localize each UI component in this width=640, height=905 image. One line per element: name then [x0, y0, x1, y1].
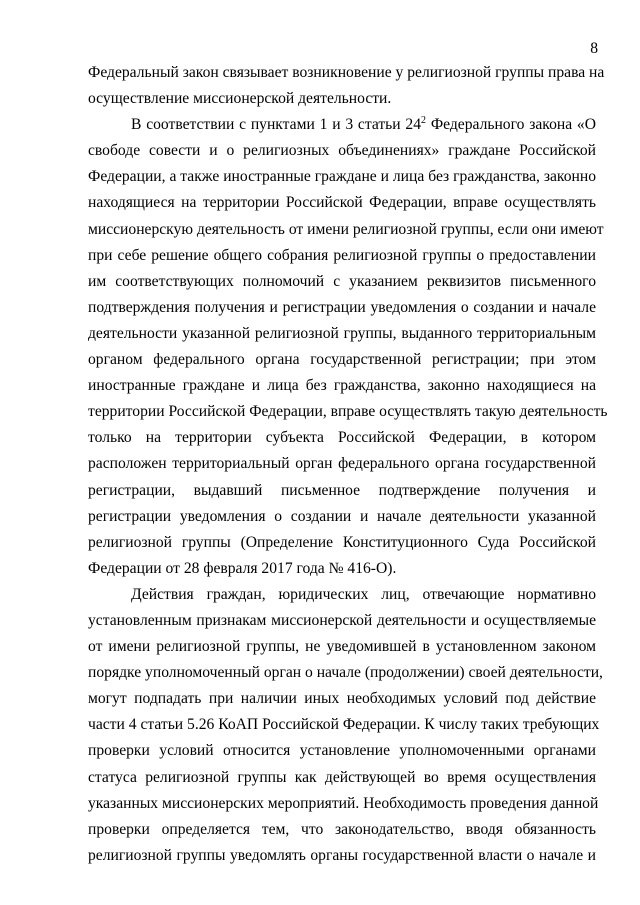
text-line: регистрации уведомления о создании и начале деятельности указанной — [88, 507, 596, 525]
text-line: находящиеся на территории Российской Федерации, вправе осуществлять — [88, 194, 596, 212]
page-number: 8 — [590, 40, 598, 57]
text-line: миссионерскую деятельность от имени религиозной группы, если они имеют — [88, 220, 604, 238]
paragraph-2 — [88, 112, 608, 582]
text-line: указанных миссионерских мероприятий. Необходимость проведения данной — [88, 794, 599, 812]
text-line: установленным признакам миссионерской деятельности и осуществляемые — [88, 611, 596, 629]
text-line: части 4 статьи 5.26 КоАП Российской Федерации. К числу таких требующих — [88, 716, 600, 734]
text-line: Федерации, а также иностранные граждане и лица без гражданства, законно — [88, 168, 596, 186]
text-line: статуса религиозной группы как действующей во время осуществления — [88, 768, 596, 786]
body-text — [88, 60, 608, 869]
text-line: свободе совести и о религиозных объединениях» граждане Российской — [88, 142, 596, 160]
text-line: проверки условий относится установление уполномоченными органами — [88, 742, 596, 760]
text-line: религиозной группы (Определение Конституционного Суда Российской — [88, 533, 596, 551]
text-line: территории Российской Федерации, вправе осуществлять такую деятельность — [88, 403, 608, 421]
text-line: органом федерального органа государственной регистрации; при этом — [88, 351, 596, 369]
text-line: деятельности указанной религиозной группы, выданного территориальным — [88, 324, 596, 342]
text-line: Федерации от 28 февраля 2017 года № 416-О). — [88, 559, 397, 577]
text-line: религиозной группы уведомлять органы государственной власти о начале и — [88, 846, 596, 864]
text-line: могут подпадать при наличии иных необходимых условий под действие — [88, 690, 596, 708]
text-line — [88, 112, 596, 138]
text-line: подтверждения получения и регистрации уведомления о создании и начале — [88, 298, 596, 316]
text-line: регистрации, выдавший письменное подтверждение получения и — [88, 481, 596, 499]
text-line: осуществление миссионерской деятельности. — [88, 90, 392, 108]
paragraph-1 — [88, 60, 605, 112]
text-fragment: Федерального закона «О — [426, 116, 596, 134]
text-fragment: В соответствии с пунктами 1 и 3 статьи 24 — [131, 116, 422, 134]
text-line: порядке уполномоченный орган о начале (продолжении) своей деятельности, — [88, 664, 603, 682]
text-line: проверки определяется тем, что законодательство, вводя обязанность — [88, 820, 596, 838]
text-line: иностранные граждане и лица без гражданства, законно находящиеся на — [88, 377, 596, 395]
text-line: им соответствующих полномочий с указанием реквизитов письменного — [88, 272, 596, 290]
paragraph-3 — [88, 582, 603, 869]
text-line: при себе решение общего собрания религиозной группы о предоставлении — [88, 246, 596, 264]
text-line: только на территории субъекта Российской Федерации, в котором — [88, 429, 596, 447]
text-line: от имени религиозной группы, не уведомившей в установленном законом — [88, 638, 596, 656]
text-line: расположен территориальный орган федерального органа государственной — [88, 455, 596, 473]
article-superscript: 2 — [421, 115, 427, 127]
text-line: Федеральный закон связывает возникновение у религиозной группы права на — [88, 64, 605, 81]
text-line: Действия граждан, юридических лиц, отвечающие нормативно — [131, 585, 596, 603]
